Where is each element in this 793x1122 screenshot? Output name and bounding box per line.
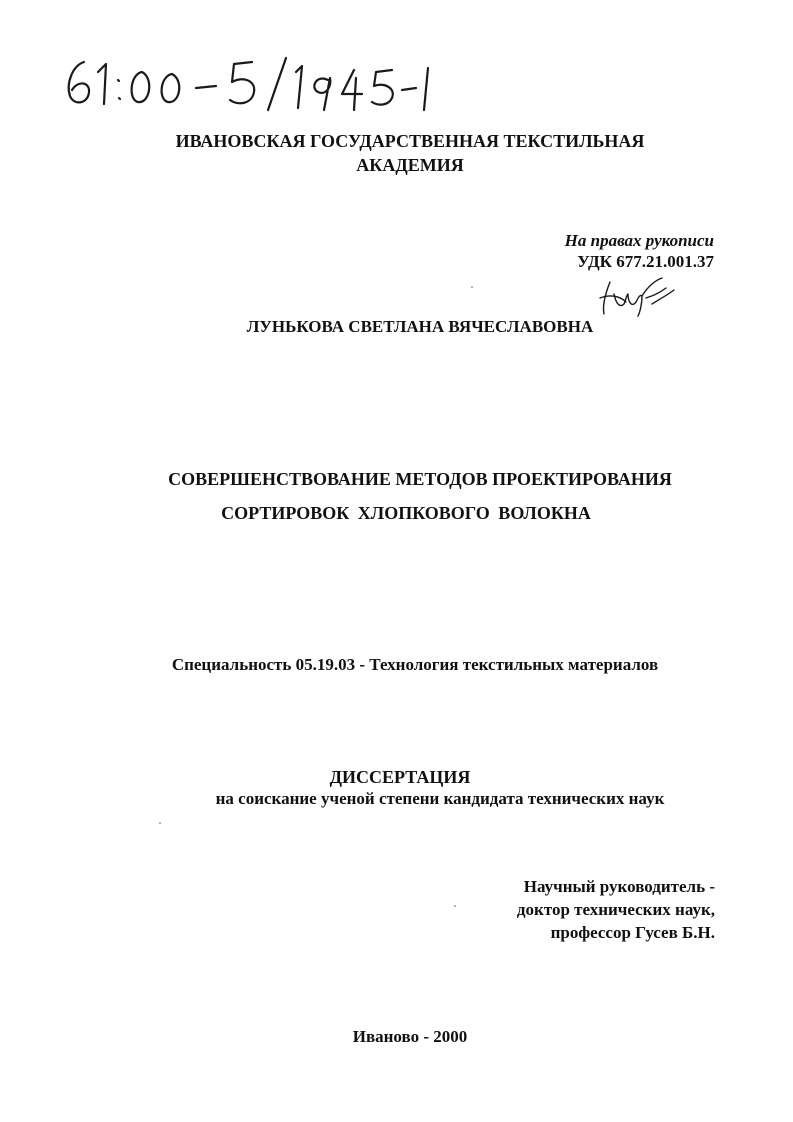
scan-speck xyxy=(159,822,161,824)
signature-drawing xyxy=(596,274,678,318)
institution-name xyxy=(150,129,670,177)
handwritten-archive-number xyxy=(58,44,438,114)
supervisor-line-1: Научный руководитель - xyxy=(523,877,715,896)
document-type: ДИССЕРТАЦИЯ xyxy=(329,767,471,787)
dissertation-title-line-1: СОВЕРШЕНСТВОВАНИЕ МЕТОДОВ ПРОЕКТИРОВАНИЯ xyxy=(168,469,672,489)
specialty: Специальность 05.19.03 - Технология текстильных материалов xyxy=(171,655,659,674)
supervisor-line-2: доктор технических наук, xyxy=(516,900,715,919)
scan-speck xyxy=(454,905,456,907)
supervisor-line-3: профессор Гусев Б.Н. xyxy=(550,923,715,942)
city-and-year: Иваново - 2000 xyxy=(352,1027,468,1046)
manuscript-rights: На правах рукописи xyxy=(564,231,714,250)
udc-code: УДК 677.21.001.37 xyxy=(577,252,714,271)
degree-description: на соискание ученой степени кандидата технических наук xyxy=(215,789,665,808)
dissertation-title-line-2: СОРТИРОВОК ХЛОПКОВОГО ВОЛОКНА xyxy=(221,503,591,523)
handwritten-signature xyxy=(596,274,678,318)
handwritten-number-drawing xyxy=(58,44,438,114)
institution-line-1: ИВАНОВСКАЯ ГОСУДАРСТВЕННАЯ ТЕКСТИЛЬНАЯ xyxy=(175,131,645,151)
author-name: ЛУНЬКОВА СВЕТЛАНА ВЯЧЕСЛАВОВНА xyxy=(246,317,594,336)
institution-line-2: АКАДЕМИЯ xyxy=(356,155,464,175)
scan-speck xyxy=(471,286,473,288)
scientific-supervisor xyxy=(420,875,715,944)
